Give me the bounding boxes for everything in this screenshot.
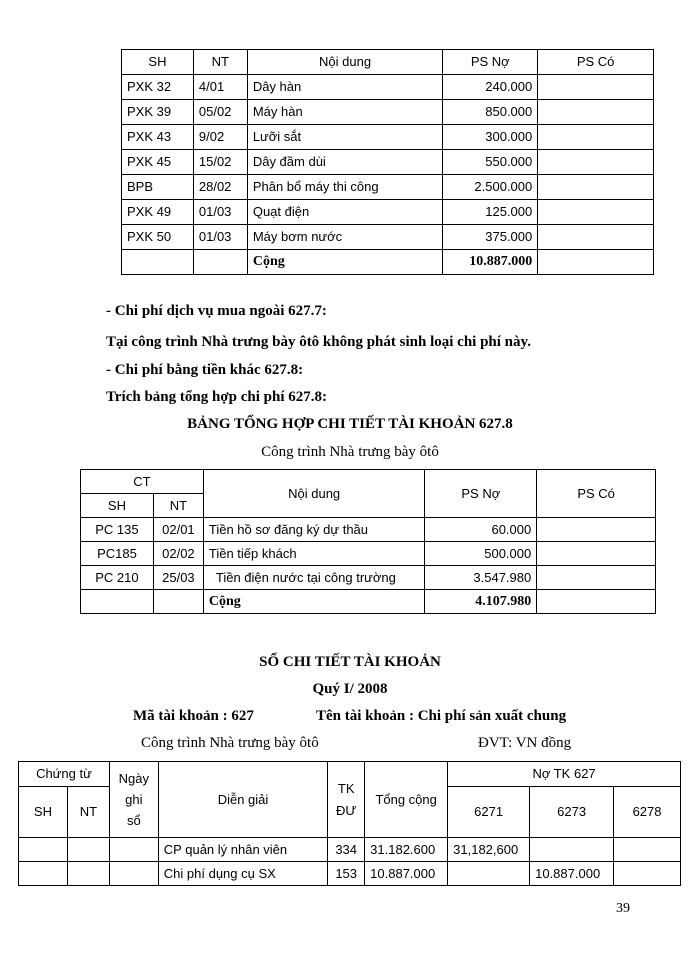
cell-noi-dung: Tiền điện nước tại công trường bbox=[203, 566, 424, 590]
paragraph-text: Tại công trình Nhà trưng bày ôtô không phát sinh loại chi phí này. bbox=[106, 334, 531, 350]
ledger-unit: ĐVT: VN đồng bbox=[478, 735, 572, 751]
col-header-nt: NT bbox=[67, 787, 109, 838]
cell-nt: 9/02 bbox=[193, 125, 247, 150]
cell-noi-dung: Phân bổ máy thi công bbox=[247, 175, 443, 200]
cell-sh: PC185 bbox=[81, 542, 154, 566]
table-header-row bbox=[122, 50, 654, 75]
cell-tk: 153 bbox=[328, 862, 365, 886]
cell-ps-no: 500.000 bbox=[425, 542, 537, 566]
table2-title: BẢNG TỔNG HỢP CHI TIẾT TÀI KHOẢN 627.8 bbox=[187, 416, 513, 432]
cell-tong-cong: 10.887.000 bbox=[365, 862, 448, 886]
table-row bbox=[122, 200, 654, 225]
cell-sh: BPB bbox=[122, 175, 194, 200]
cell-sh: PC 135 bbox=[81, 518, 154, 542]
table2-subtitle: Công trình Nhà trưng bày ôtô bbox=[261, 444, 439, 460]
cell-6278 bbox=[614, 862, 681, 886]
cell-6273 bbox=[530, 838, 614, 862]
cell-sh: PXK 50 bbox=[122, 225, 194, 250]
cell-tong-cong: 31.182.600 bbox=[365, 838, 448, 862]
cell-tk: 334 bbox=[328, 838, 365, 862]
cell-sh: PC 210 bbox=[81, 566, 154, 590]
cell-nt: 4/01 bbox=[193, 75, 247, 100]
cell-noi-dung: Quạt điện bbox=[247, 200, 443, 225]
cell-sh: PXK 39 bbox=[122, 100, 194, 125]
ledger-project: Công trình Nhà trưng bày ôtô bbox=[141, 735, 319, 751]
cell-ngay bbox=[109, 838, 158, 862]
cell-nt: 01/03 bbox=[193, 225, 247, 250]
cell-nt: 05/02 bbox=[193, 100, 247, 125]
total-row bbox=[81, 590, 656, 614]
cell-sh: PXK 43 bbox=[122, 125, 194, 150]
cell-ps-co bbox=[538, 150, 654, 175]
col-header-chung-tu: Chứng từ bbox=[19, 762, 110, 787]
cell-ps-co bbox=[538, 125, 654, 150]
col-header-tk-du: TK ĐƯ bbox=[328, 762, 365, 838]
cell-sh bbox=[19, 862, 68, 886]
col-header-6278: 6278 bbox=[614, 787, 681, 838]
cell-noi-dung: Dây hàn bbox=[247, 75, 443, 100]
col-header-sh: SH bbox=[122, 50, 194, 75]
other-cost-table bbox=[80, 469, 656, 614]
cell-nt: 01/03 bbox=[193, 200, 247, 225]
cell-nt: 02/02 bbox=[153, 542, 203, 566]
table-row bbox=[81, 566, 656, 590]
table-row bbox=[122, 175, 654, 200]
cell-ps-no: 300.000 bbox=[443, 125, 538, 150]
account-code: Mã tài khoản : 627 bbox=[133, 708, 254, 724]
cell-ps-co bbox=[538, 100, 654, 125]
col-header-ps-no: PS Nợ bbox=[425, 470, 537, 518]
cell-nt bbox=[67, 862, 109, 886]
cell-nt bbox=[67, 838, 109, 862]
table-row bbox=[122, 150, 654, 175]
cell-dien-giai: CP quản lý nhân viên bbox=[158, 838, 327, 862]
col-header-ps-co: PS Có bbox=[538, 50, 654, 75]
cell-ps-co bbox=[537, 518, 656, 542]
ledger-title: SỔ CHI TIẾT TÀI KHOẢN bbox=[259, 654, 441, 670]
cell-nt: 25/03 bbox=[153, 566, 203, 590]
col-header-6271: 6271 bbox=[448, 787, 530, 838]
cell-noi-dung: Tiền tiếp khách bbox=[203, 542, 424, 566]
total-row bbox=[122, 250, 654, 275]
table-row bbox=[81, 542, 656, 566]
cell-nt: 28/02 bbox=[193, 175, 247, 200]
col-header-ps-co: PS Có bbox=[537, 470, 656, 518]
cell-dien-giai: Chi phí dụng cụ SX bbox=[158, 862, 327, 886]
cell-ps-no: 240.000 bbox=[443, 75, 538, 100]
table-row bbox=[122, 225, 654, 250]
ledger-period: Quý I/ 2008 bbox=[312, 681, 388, 697]
cell-nt: 15/02 bbox=[193, 150, 247, 175]
cell-noi-dung: Tiền hồ sơ đăng ký dự thầu bbox=[203, 518, 424, 542]
table-row bbox=[81, 518, 656, 542]
col-header-tong-cong: Tổng cộng bbox=[365, 762, 448, 838]
total-value: 10.887.000 bbox=[443, 250, 538, 275]
cell-6278 bbox=[614, 838, 681, 862]
cell-nt: 02/01 bbox=[153, 518, 203, 542]
table-row bbox=[122, 100, 654, 125]
col-header-dien-giai: Diễn giải bbox=[158, 762, 327, 838]
table-header-row bbox=[81, 470, 656, 494]
table-row bbox=[122, 75, 654, 100]
cell-noi-dung: Máy hàn bbox=[247, 100, 443, 125]
col-header-sh: SH bbox=[81, 494, 154, 518]
total-label: Cộng bbox=[247, 250, 443, 275]
cell-ngay bbox=[109, 862, 158, 886]
col-header-6273: 6273 bbox=[530, 787, 614, 838]
cell-ps-no: 375.000 bbox=[443, 225, 538, 250]
tools-cost-table bbox=[121, 49, 654, 275]
cell-noi-dung: Dây đầm dùi bbox=[247, 150, 443, 175]
cell-sh: PXK 32 bbox=[122, 75, 194, 100]
cell-ps-co bbox=[538, 175, 654, 200]
cell-ps-co bbox=[538, 75, 654, 100]
total-label: Cộng bbox=[203, 590, 424, 614]
cell-sh bbox=[19, 838, 68, 862]
page-number: 39 bbox=[616, 901, 630, 916]
cell-ps-no: 125.000 bbox=[443, 200, 538, 225]
cell-ps-no: 850.000 bbox=[443, 100, 538, 125]
cell-ps-no: 2.500.000 bbox=[443, 175, 538, 200]
cell-6271: 31,182,600 bbox=[448, 838, 530, 862]
col-header-noi-dung: Nội dung bbox=[247, 50, 443, 75]
cell-ps-no: 60.000 bbox=[425, 518, 537, 542]
cell-6271 bbox=[448, 862, 530, 886]
cell-sh: PXK 49 bbox=[122, 200, 194, 225]
cell-ps-no: 3.547.980 bbox=[425, 566, 537, 590]
total-value: 4.107.980 bbox=[425, 590, 537, 614]
col-header-sh: SH bbox=[19, 787, 68, 838]
table-row bbox=[19, 838, 681, 862]
account-name: Tên tài khoản : Chi phí sản xuất chung bbox=[316, 708, 567, 724]
ledger-table bbox=[18, 761, 681, 886]
section-heading-627-8: - Chi phí bằng tiền khác 627.8: bbox=[106, 362, 304, 378]
cell-ps-co bbox=[538, 200, 654, 225]
table-row bbox=[19, 862, 681, 886]
col-header-ct: CT bbox=[81, 470, 204, 494]
table-row bbox=[122, 125, 654, 150]
col-header-noi-dung: Nội dung bbox=[203, 470, 424, 518]
paragraph-text: Trích bảng tổng hợp chi phí 627.8: bbox=[106, 389, 327, 405]
cell-noi-dung: Lưỡi sắt bbox=[247, 125, 443, 150]
cell-ps-no: 550.000 bbox=[443, 150, 538, 175]
section-heading-627-7: - Chi phí dịch vụ mua ngoài 627.7: bbox=[106, 303, 327, 319]
col-header-ngay-ghi-so: Ngày ghi sổ bbox=[109, 762, 158, 838]
col-header-nt: NT bbox=[153, 494, 203, 518]
col-header-ps-no: PS Nợ bbox=[443, 50, 538, 75]
cell-ps-co bbox=[537, 542, 656, 566]
cell-6273: 10.887.000 bbox=[530, 862, 614, 886]
cell-ps-co bbox=[537, 566, 656, 590]
table-header-row bbox=[19, 762, 681, 787]
col-header-nt: NT bbox=[193, 50, 247, 75]
cell-sh: PXK 45 bbox=[122, 150, 194, 175]
cell-noi-dung: Máy bơm nước bbox=[247, 225, 443, 250]
cell-ps-co bbox=[538, 225, 654, 250]
col-header-no-tk-627: Nợ TK 627 bbox=[448, 762, 681, 787]
